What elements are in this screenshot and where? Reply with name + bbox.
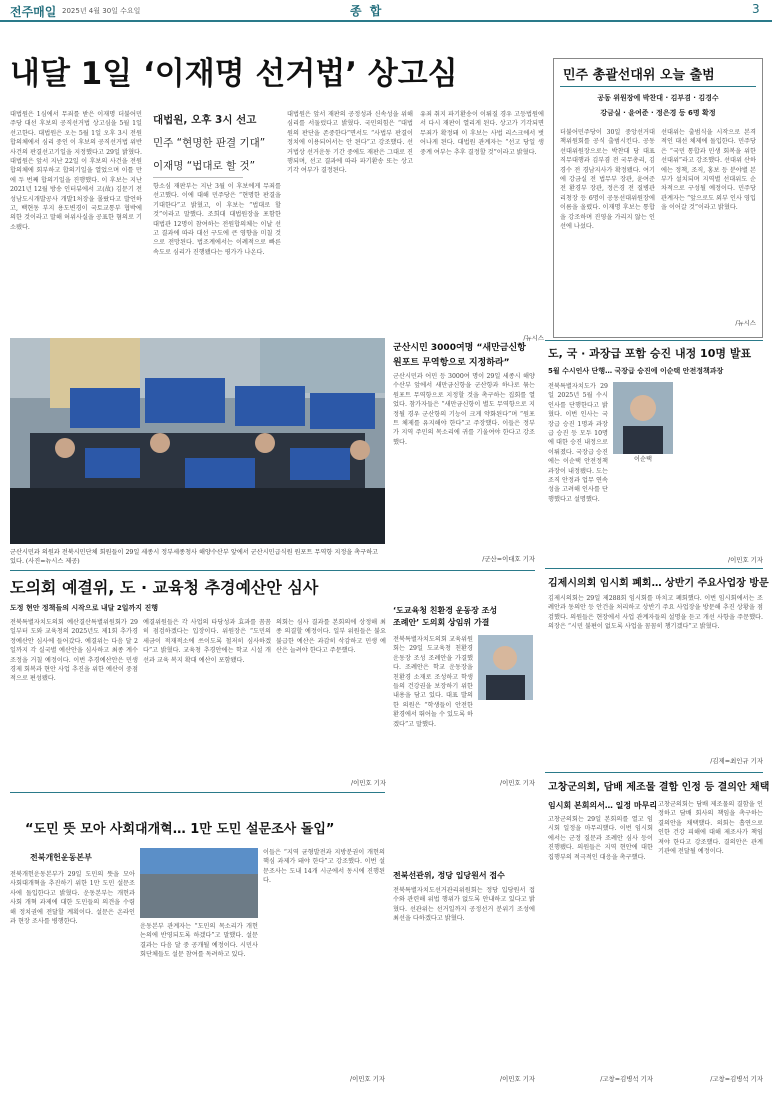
photo-caption: [10, 548, 385, 568]
article-1-sub2: 민주 “현명한 판결 기대”: [153, 137, 266, 149]
article-4-byline: /이민호 기자: [727, 556, 763, 564]
article-2-byline: /뉴시스: [735, 319, 756, 327]
survey-photo: [140, 848, 258, 918]
article-8-col3: 이들은 “지역 균형발전과 지방분권이 개헌의 핵심 과제가 돼야 한다”고 강조했다. 이번 설문조사는 도내 14개 시군에서 동시에 진행된다.: [263, 849, 385, 885]
article-8-headline: “도민 뜻 모아 사회대개혁… 1만 도민 설문조사 돌입”: [25, 822, 335, 837]
photo-caption-text: 군산시민과 의원과 전북시민단체 회원들이 29일 세종시 정부세종청사 해양수산부 앞에서 군산시민급식원 원포트 무역항 지정을 촉구하고 있다.: [10, 549, 379, 565]
article-8-col2: 운동본부 관계자는 “도민의 목소리가 개헌 논의에 반영되도록 하겠다”고 말했다. 설문 결과는 다음 달 중 공개될 예정이다. 시민사회단체들도 설문 참여를 독려하고 있다.: [140, 923, 258, 959]
article-6-byline: /이민호 기자: [499, 779, 535, 787]
rally-photo: [10, 338, 385, 544]
council-portrait-image: [478, 635, 533, 700]
section-name: 종 합: [350, 4, 384, 18]
article-1-sub1: 대법원, 오후 3시 선고: [153, 114, 257, 126]
portrait-caption: 이순택: [634, 456, 652, 463]
article-5-sub: 도정 현안 정책들의 시작으로 내달 2일까지 진행: [10, 604, 158, 612]
article-8-top-rule: [10, 792, 385, 793]
article-4-body: 전북특별자치도가 29일 2025년 5월 수시인사를 단행한다고 밝혔다. 이번 인사는 국장급 승진 1명과 과장급 승진 등 모두 10명에 대한 승진 내정으로 이뤄졌다. 국장급 승진에는 이순택 안전정책과장이 내정됐다. 도는 조직 안정과 업무 연속성을 고려해 인사를 단행했다고 설명했다.: [548, 383, 608, 503]
article-2-col2: 선대위는 출범식을 시작으로 본격적인 대선 체제에 돌입한다. 민주당은 “국민 통합과 민생 회복을 위한 선대위”라고 강조했다. 선대위 산하에는 정책, 조직, 홍보 등 분야별 본부가 설치되며 지역별 선대위도 순차적으로 구성될 예정이다. 민주당 관계자는 “앞으로도 외부 인사 영입을 이어갈 것”이라고 밝혔다.: [661, 129, 756, 212]
article-8-col1: 전북개헌운동본부가 29일 도민의 뜻을 모아 사회대개혁을 추진하기 위한 1만 도민 설문조사에 돌입한다고 밝혔다. 운동본부는 개헌과 사회 개혁 과제에 대한 도민들의 의견을 수렴해 정치권에 전달할 계획이다. 설문은 온라인과 현장 조사를 병행한다.: [10, 871, 135, 926]
issue-date: 2025년 4월 30일 수요일: [62, 7, 141, 15]
lee-soon-taek-portrait: [613, 382, 673, 454]
article-5-headline: 도의회 예결위, 도 · 교육청 추경예산안 심사: [10, 578, 319, 597]
article-7-top-rule: [545, 568, 763, 569]
survey-photo-image: [140, 848, 258, 918]
article-3-headline: 군산시민 3000여명 “새만금신항: [393, 343, 526, 353]
article-10-byline: /고창=김병석 기자: [710, 1075, 763, 1083]
article-11-body: 전북특별자치도선거관리위원회는 정당 입당원서 접수와 관련해 위법 행위가 없도록 안내하고 있다고 밝혔다. 선관위는 선거일까지 공정선거 분위기 조성에 최선을 다하겠다고 밝혔다.: [393, 887, 535, 923]
article-5-col2: 예결위원들은 각 사업의 타당성과 효과를 꼼꼼히 점검하겠다는 입장이다. 위원장은 “도민의 세금이 적재적소에 쓰이도록 철저히 심사하겠다”고 밝혔다. 교육청 추경안에는 학교 시설 개선과 교육 복지 확대 예산이 포함됐다.: [143, 619, 271, 664]
article-2-sub2: 강금실 · 윤여준 · 정은경 등 6명 확정: [600, 109, 716, 117]
article-2-rule: [560, 86, 756, 87]
article-6-body: 전북특별자치도의회 교육위원회는 29일 도교육청 친환경 운동장 조성 조례안을 가결했다. 조례안은 학교 운동장을 친환경 소재로 조성하고 학생들의 건강권을 보장하기 위한 내용을 담고 있다. 대표 발의한 의원은 “학생들이 안전한 환경에서 뛰어놀 수 있도록 하겠다”고 말했다.: [393, 636, 473, 728]
article-8-byline: /이민호 기자: [349, 1075, 385, 1083]
article-1-col3: 대법원은 앞서 재판의 공정성과 신속성을 위해 심리를 서둘렀다고 밝혔다. 국민의힘은 “대법원의 판단을 존중한다”면서도 “사법부 판결이 정치에 이용되어서는 안 된다”고 강조했다. 선거법상 선거운동 기간 중에도 재판은 그대로 진행되며, 선고 결과에 따라 파기환송 또는 상고기각 여부가 결정된다.: [287, 111, 413, 175]
photo-credit: (사진=뉴시스 제공): [25, 558, 80, 565]
article-10-headline: 고창군의회, 담배 제조물 결함 인정 등 결의안 채택: [548, 782, 770, 793]
portrait-image: [613, 382, 673, 454]
article-4-headline: 도, 국 · 과장급 포함 승진 내정 10명 발표: [548, 347, 752, 360]
article-10-top-rule: [545, 772, 763, 773]
newspaper-name: 전주매일: [10, 5, 57, 19]
article-5-col3: 의회는 심사 결과를 본회의에 상정해 최종 의결할 예정이다. 일부 위원들은 불요불급한 예산은 과감히 삭감하고 민생 예산은 늘려야 한다고 주문했다.: [276, 619, 386, 655]
article-9-body: 고창군의회는 29일 본회의를 열고 임시회 일정을 마무리했다. 이번 임시회에서는 군정 질문과 조례안 심사 등이 진행됐다. 의원들은 지역 현안에 대한 집행부의 적극적인 대응을 촉구했다.: [548, 816, 653, 861]
article-5-top-rule: [10, 570, 535, 571]
rally-photo-image: [10, 338, 385, 544]
article-7-byline: /김제=최인규 기자: [710, 757, 763, 765]
article-8-sub: 전북개헌운동본부: [30, 853, 92, 862]
article-2-headline: 민주 총괄선대위 오늘 출범: [563, 68, 715, 83]
article-9-headline: 임시회 본회의서… 일정 마무리: [548, 801, 658, 810]
article-1-col1: 대법원은 1심에서 무죄를 받은 이재명 더불어민주당 대선 후보의 공직선거법 상고심을 5월 1일 선고한다. 대법원은 오는 5월 1일 오후 3시 전원합의체에서 심리 중인 이 후보의 공직선거법 위반 사건의 판결선고기일을 지정했다고 29일 밝혔다. 대법원은 앞서 지난 22일 이 후보의 사건을 전원합의체에 회부하고 합의기일을 열었으며 이틀 만에 두 번째 합의기일을 진행했다. 이 후보는 지난 2021년 12월 방송 인터뷰에서 고(故) 김문기 전 성남도시개발공사 개발1처장을 몰랐다고 발언하고, 백현동 부지 용도변경이 국토교통부 협박에 의한 것이라고 말해 허위사실을 공표한 혐의로 기소됐다.: [10, 111, 142, 231]
article-7-body: 김제시의회는 29일 제288회 임시회를 마치고 폐회했다. 이번 임시회에서는 조례안과 동의안 등 안건을 처리하고 상반기 주요 사업장을 방문해 추진 상황을 점검했다. 의원들은 현장에서 사업 관계자들의 설명을 듣고 개선 사항을 주문했다. 의장은 “시민 불편이 없도록 사업을 꼼꼼히 챙기겠다”고 밝혔다.: [548, 595, 763, 631]
article-6-headline: ‘도교육청 친환경 운동장 조성: [393, 606, 498, 615]
article-10-body: 고창군의회는 담배 제조물의 결함을 인정하고 담배 회사의 책임을 촉구하는 결의안을 채택했다. 의회는 흡연으로 인한 건강 피해에 대해 제조사가 책임져야 한다고 강조했다. 결의안은 관계 기관에 전달될 예정이다.: [658, 801, 763, 856]
article-11-byline: /이민호 기자: [499, 1075, 535, 1083]
article-9-byline: /고창=김병석 기자: [600, 1075, 653, 1083]
article-2-sub1: 공동 위원장에 박찬대 · 김부겸 · 김경수: [597, 94, 719, 102]
article-1-headline: 내달 1일 ‘이재명 선거법’ 상고심: [10, 56, 458, 92]
article-7-headline: 김제시의회 임시회 폐회… 상반기 주요사업장 방문: [548, 578, 769, 589]
article-5-col1: 전북특별자치도의회 예산결산특별위원회가 29일부터 도와 교육청의 2025년도 제1회 추가경정예산안 심사에 들어갔다. 예결위는 다음 달 2일까지 각 실국별 예산안을 심사하고 최종 계수조정을 거칠 예정이다. 이번 추경예산안은 민생경제 회복과 현안 사업 추진을 위한 예산이 중점적으로 편성됐다.: [10, 619, 138, 683]
article-1-sub3: 이재명 “법대로 할 것”: [153, 160, 256, 172]
article-3-byline: /군산=이대호 기자: [482, 555, 535, 563]
article-6-headline-2: 조례안’ 도의회 상임위 가결: [393, 618, 490, 627]
page-number: 3: [752, 2, 760, 16]
article-3-body: 군산시민과 어민 등 3000여 명이 29일 세종시 해양수산부 앞에서 새만금신항을 군산항과 하나로 묶는 원포트 무역항으로 지정할 것을 촉구하는 집회를 열었다. 참가자들은 “새만금신항이 별도 무역항으로 지정될 경우 군산항의 기능이 크게 약화된다”며 “원포트 체제를 유지해야 한다”고 주장했다. 이들은 정부가 지역 주민의 목소리에 귀를 기울여야 한다고 강조했다.: [393, 373, 535, 446]
council-member-portrait: [478, 635, 533, 700]
article-11-headline: 전북선관위, 정당 입당원서 접수: [393, 871, 505, 880]
article-3-headline-2: 원포트 무역항으로 지정하라”: [393, 358, 510, 368]
article-4-top-rule: [545, 340, 763, 341]
article-1-col4: 유죄 취지 파기환송이 이뤄질 경우 고등법원에서 다시 재판이 열리게 된다. 상고가 기각되면 무죄가 확정돼 이 후보는 사법 리스크에서 벗어나게 된다. 대법원 관계자는 “선고 당일 생중계 여부는 추후 결정할 것”이라고 밝혔다.: [420, 111, 544, 156]
article-1-sub-rule: [153, 177, 243, 178]
article-1-byline: /뉴시스: [523, 334, 544, 342]
article-2-col1: 더불어민주당이 30일 중앙선거대책위원회를 공식 출범시킨다. 공동선대위원장으로는 박찬대 당 대표 직무대행과 김부겸 전 국무총리, 김경수 전 경남지사가 확정됐다. 여기에 강금실 전 법무부 장관, 윤여준 전 환경부 장관, 정은경 전 질병관리청장 등 6명이 공동선대위원장에 이름을 올렸다. 이재명 후보는 통합을 강조하며 진영을 가리지 않는 인선에 나섰다.: [560, 129, 655, 231]
article-5-byline: /이민호 기자: [350, 779, 386, 787]
article-4-sub: 5월 수시인사 단행… 국장급 승진에 이순택 안전정책과장: [548, 367, 724, 375]
article-1-col2: 항소심 재판부는 지난 3월 이 후보에게 무죄를 선고했다. 이에 대해 민주당은 “현명한 판결을 기대한다”고 밝혔고, 이 후보는 “법대로 할 것”이라고 말했다. 조희대 대법원장을 포함한 대법관 12명이 참여하는 전원합의체는 이날 선고 결과에 따라 대선 구도에 큰 영향을 미칠 것으로 전망된다. 법조계에서는 이례적으로 빠른 속도로 심리가 진행됐다는 평가가 나온다.: [153, 183, 281, 256]
